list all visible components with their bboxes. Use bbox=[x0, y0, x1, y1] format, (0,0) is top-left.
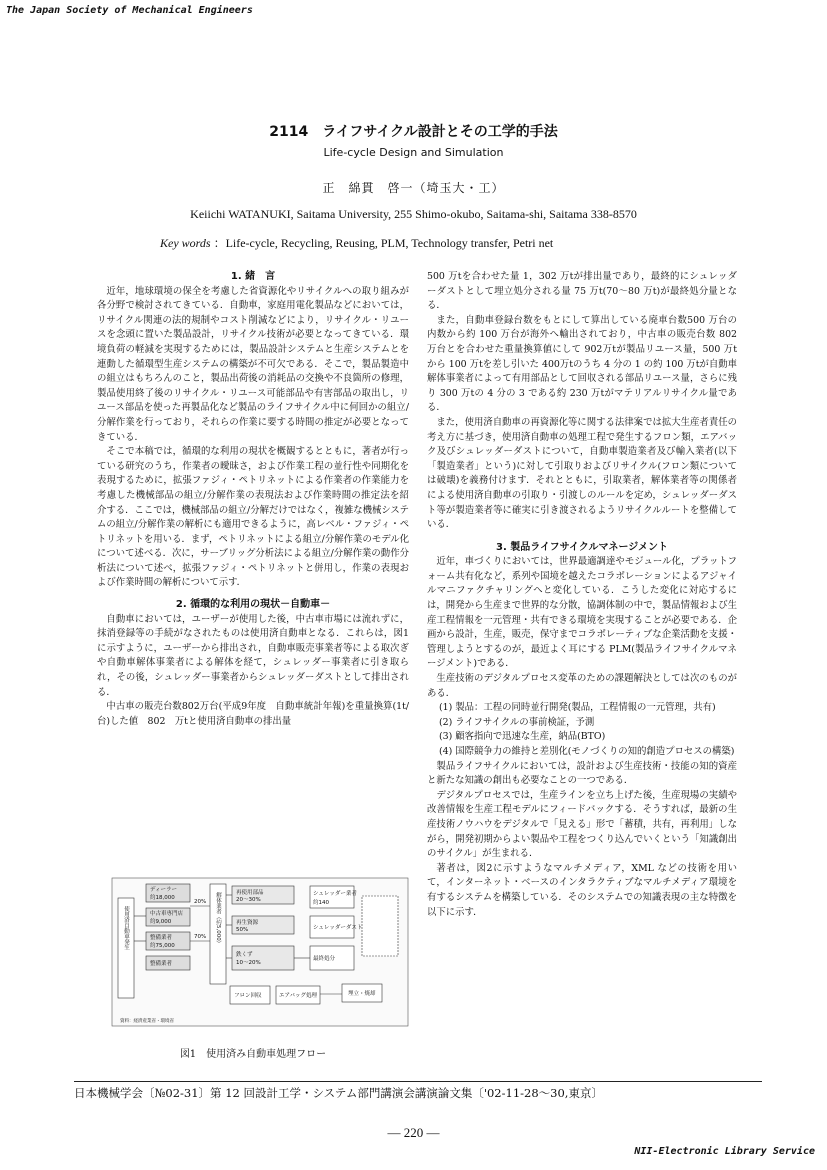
figure-caption: 図1 使用済み自動車処理フロー bbox=[179, 1049, 327, 1060]
left-vertical-label: 使用済自動車発生 bbox=[123, 906, 129, 950]
dealer-label: ディーラー bbox=[150, 887, 178, 893]
section-heading: 2. 循環的な利用の現状－自動車－ bbox=[175, 599, 331, 611]
paragraph: また，自動車登録台数をもとにして算出している廃車台数500 万台の内数から約 100 万台が海外へ輸出されており，中古車の販売台数 802 万台とを合わせた重量換算値にして 902万tが製品リユース量，500 万tから 100 万tを差し引いた 400万tのうち 4 分の 1 の約 100 万tが自動車解体事業者によって有用部品として回収される部品リユース量，さらに残り 300 万tの 4 分の 3 である約 230 万tがマテリアルリサイクル量である． bbox=[427, 314, 737, 414]
paragraph: 自動車においては，ユーザーが使用した後，中古車市場には流れずに，抹消登録等の手続がなされたものは使用済自動車となる．これらは，図1に示すように，ユーザーから排出され，自動車販売事業者等による取次ぎや自動車解体事業者による解体を経て，シュレッダー事業者に引き取られ，その後，シュレッダー事業者からシュレッダーダストとして排出される． bbox=[97, 613, 409, 698]
section-heading: 3. 製品ライフサイクルマネージメント bbox=[496, 541, 668, 553]
paper-subtitle: Life-cycle Design and Simulation bbox=[323, 146, 504, 159]
used-car-dealer-label: 中古車専門店 bbox=[150, 911, 184, 917]
paragraph: 製品ライフサイクルにおいては，設計および生産技術・技能の知的資産と新たな知識の創出も必要なことの一つである． bbox=[427, 760, 737, 787]
keywords-list: ：Life-cycle, Recycling, Reusing, PLM, Technology transfer, Petri net bbox=[213, 236, 554, 250]
dismantler-label: 解体業者（約5,000） bbox=[215, 892, 221, 947]
used-car-dealer-value: 約9,000 bbox=[150, 919, 172, 925]
list-item: (1) 製品：工程の同時並行開発(製品，工程情報の一元管理，共有) bbox=[439, 702, 716, 714]
paragraph: また，使用済自動車の再資源化等に関する法律案では拡大生産者責任の考え方に基づき，使用済自動車の処理工程で発生するフロン類，エアバック及びシュレッダーダストについて，自動車製造業者及び輸入業者(以下「製造業者」という)に対して引取りおよびリサイクル(フロン類については破壊)を義務付けます．それとともに，引取業者，解体業者等の関係者による使用済自動車の引取り・引渡しのルールを定め，シュレッダーダスト等が製造業者等に確実に引き渡されるようリサイクルルートを整備している． bbox=[427, 416, 737, 531]
authors: 正 綿貫 啓一（埼玉大・工） bbox=[322, 181, 505, 195]
reuse-parts-value: 20～30% bbox=[236, 897, 261, 903]
paragraph: 近年，車づくりにおいては，世界最適調達やモジュール化，プラットフォーム共有化など，系列や国境を越えたコラボレーションによるアジャイルマニファクチャリングへと変化している．こうした変化に対応するには，開発から生産まで世界的な分散，協調体制の中で，製品情報および生産工程情報を一元管理・共有できる環境を実現することが必要である．企画から設計，生産，販売，保守までコラボレーティブな企業活動を支援・管理しようとするのが，最近よく耳にする PLM(製品ライフサイクルマネージメント)である． bbox=[427, 556, 737, 670]
paragraph: 500 万tを合わせた量 1，302 万tが排出量であり，最終的にシュレッダーダストとして埋立処分される量 75 万t(70～80 万t)が最終処分量となる． bbox=[427, 271, 737, 312]
recycled-resource-value: 50% bbox=[236, 927, 249, 933]
list-item: (4) 国際競争力の維持と差別化(モノづくりの知的創造プロセスの構築) bbox=[439, 746, 735, 757]
final-disposal-label: 最終処分 bbox=[313, 956, 336, 962]
proceedings-footer: 日本機械学会〔№02-31〕第 12 回設計工学・システム部門講演会講演論文集〔'02-11-28～30,東京〕 bbox=[74, 1081, 762, 1101]
paragraph: デジタルプロセスでは，生産ラインを立ち上げた後，生産現場の実績や改善情報を生産工程モデルにフィードバックする．そうすれば，最新の生産技術ノウハウをデジタルで「見える」形で「蓄積，共有，再利用」しながら，開発初期からよい製品や工程をつくり込んでいくという「知識創出のサイクル」が生まれる． bbox=[427, 789, 737, 860]
freon-label: フロン回収 bbox=[234, 993, 262, 999]
shredder-dust-label: シュレッダーダスト bbox=[313, 925, 363, 931]
scrap-label: 鉄くず bbox=[236, 952, 253, 958]
shredder-value: 約140 bbox=[313, 900, 329, 906]
paragraph: 生産技術のデジタルプロセス変革のための課題解決としては次のものがある． bbox=[427, 673, 737, 699]
affiliation: Keiichi WATANUKI, Saitama University, 255 Shimo-okubo, Saitama-shi, Saitama 338-8570 bbox=[190, 207, 637, 221]
journal-header: The Japan Society of Mechanical Engineers bbox=[6, 5, 253, 16]
left-column bbox=[97, 270, 409, 729]
recycled-resource-label: 再生資源 bbox=[236, 920, 259, 926]
repair-shop-value: 約75,000 bbox=[150, 943, 175, 949]
figure-1-flow-diagram bbox=[110, 876, 410, 1028]
landfill-label: 埋立・焼却 bbox=[348, 991, 376, 997]
list-item: (3) 顧客指向で迅速な生産，納品(BTO) bbox=[439, 731, 606, 743]
page-number: ― 220 ― bbox=[387, 1125, 440, 1140]
right-column bbox=[427, 270, 737, 920]
reuse-parts-label: 再使用部品 bbox=[236, 890, 264, 896]
paper-title: 2114 ライフサイクル設計とその工学的手法 bbox=[269, 124, 558, 140]
side-box bbox=[362, 896, 398, 956]
paragraph: 近年，地球環境の保全を考慮した省資源化やリサイクルへの取り組みが各分野で検討されてきている．自動車，家庭用電化製品などにおいては，リサイクル関連の法的規制やコスト削減などにより，リサイクル・リユースを念頭に置いた製品設計，リサイクル技術が必要となってきている．環境負荷の軽減を実現するためには，製品設計システムと生産システムとを連動した循環型生産システムの構築が不可欠である．そこで，製品製造中の組立はもちろんのこと，製品出荷後の消耗品の交換や不良箇所の修理，製品使用終了後のリサイクル・リユース可能部品や有害部品の取出し，リユース部品を使った再製品化など製品のライフサイクル中に何回かの組立/分解作業を行っており，それらの作業に要する時間の推定が必要となってきている． bbox=[97, 285, 409, 443]
airbag-label: エアバッグ処理 bbox=[279, 993, 318, 999]
paragraph: 中古車の販売台数802万台(平成9年度 自動車統計年報)を重量換算(1t/台)した値 802 万tと使用済自動車の排出量 bbox=[97, 701, 409, 727]
paragraph: 著者は，図2に示すようなマルチメディア，XML などの技術を用いて，インターネット・ベースのインタラクティブなマルチメディア環境を有するシステムを構築している．そのシステムでの知識表現の主な特徴を以下に示す． bbox=[427, 862, 737, 918]
keywords bbox=[160, 234, 553, 251]
percentage-label: 20% bbox=[194, 899, 207, 905]
scrap-value: 10～20% bbox=[236, 960, 261, 966]
keywords-label: Key words bbox=[160, 236, 211, 250]
dealer-value: 約18,000 bbox=[150, 895, 175, 901]
list-item: (2) ライフサイクルの事前検証，予測 bbox=[439, 716, 595, 728]
section-heading: 1. 緒 言 bbox=[230, 271, 276, 282]
repair-shop-label: 整備業者 bbox=[150, 935, 173, 941]
figure-source: 資料：経済産業省・環境省 bbox=[120, 1019, 174, 1024]
nii-footer: NII-Electronic Library Service bbox=[634, 1146, 815, 1157]
issue-list bbox=[427, 701, 737, 759]
shredder-label: シュレッダー業者 bbox=[313, 891, 357, 897]
percentage-label-2: 70% bbox=[194, 934, 207, 940]
scrap-box bbox=[232, 946, 294, 970]
repair-shop-label-2: 整備業者 bbox=[150, 961, 173, 967]
paragraph: そこで本稿では，循環的な利用の現状を概観するとともに，著者が行っている研究のうち，作業者の曖昧さ，および作業工程の並行性や同期化を表現するために，拡張ファジィ・ペトリネットによる作業者の作業能力を考慮した機械部品の組立/分解作業の表現法および作業時間の推定法を紹介する．ここでは，機械部品の組立/分解だけではなく，複雑な機械システムの組立/分解作業の解析にも適用できるように，高レベル・ファジィ・ペトリネットを用いる．まず，ペトリネットによる組立/分解作業のモデル化について述べる．次に，サーブリッグ分析法による組立/分解作業の動作分析法について述べ，拡張ファジィ・ペトリネットと併用し，作業の表現および作業時間の解析について示す． bbox=[97, 446, 409, 589]
